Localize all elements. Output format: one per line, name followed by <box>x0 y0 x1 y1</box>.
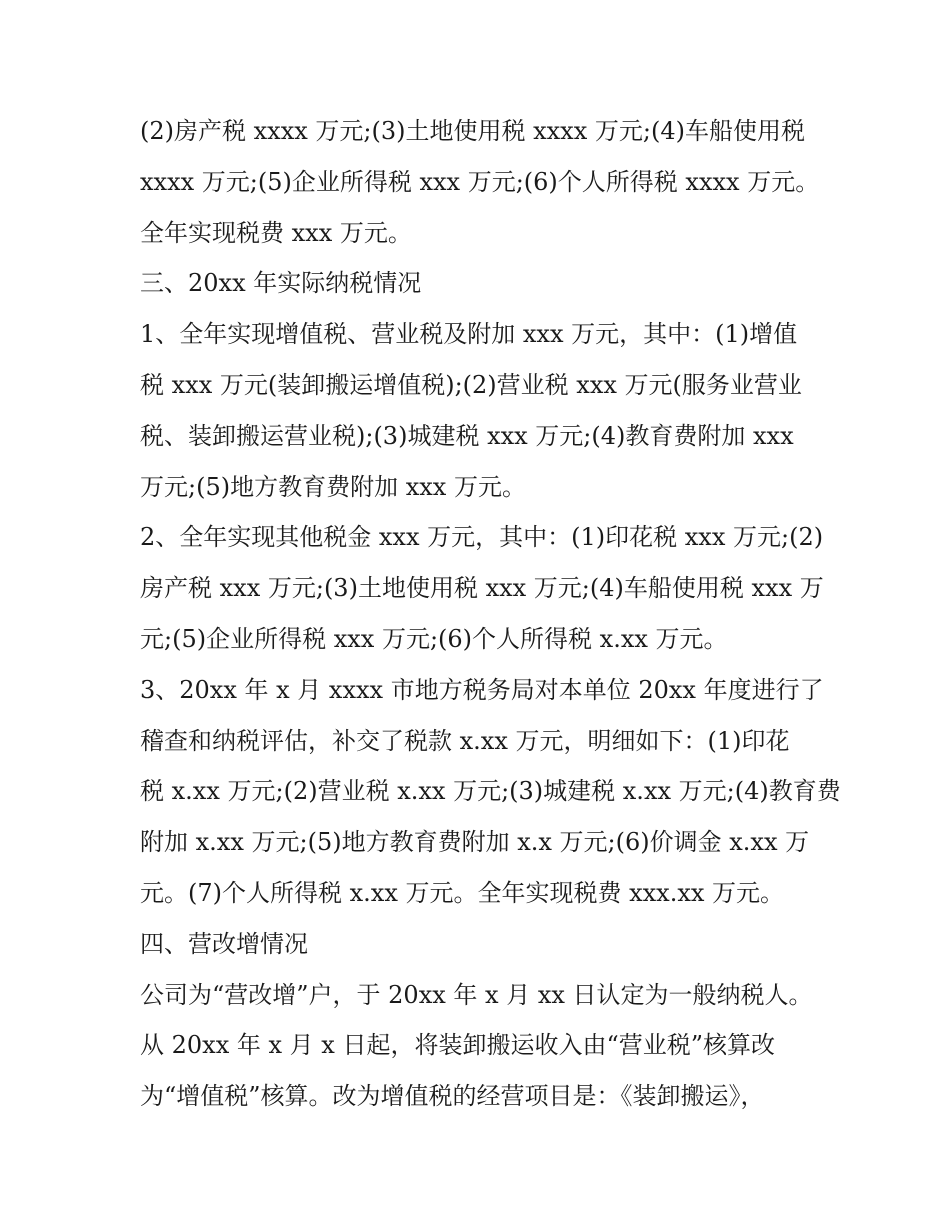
text-line: 元;(5)企业所得税 xxx 万元;(6)个人所得税 x.xx 万元。 <box>140 624 728 653</box>
document-body <box>140 106 841 1122</box>
text-line: xxxx 万元;(5)企业所得税 xxx 万元;(6)个人所得税 xxxx 万元。 <box>140 167 820 196</box>
text-line: 从 20xx 年 x 月 x 日起，将装卸搬运收入由“营业税”核算改 <box>140 1031 775 1060</box>
text-line: 1、全年实现增值税、营业税及附加 xxx 万元，其中：(1)增值 <box>140 320 798 349</box>
text-line: 全年实现税费 xxx 万元。 <box>140 218 412 247</box>
text-line: 税、装卸搬运营业税);(3)城建税 xxx 万元;(4)教育费附加 xxx <box>140 421 794 450</box>
text-line: 税 xxx 万元(装卸搬运增值税);(2)营业税 xxx 万元(服务业营业 <box>140 370 802 399</box>
text-line: 为“增值税”核算。改为增值税的经营项目是：《装卸搬运》， <box>140 1082 765 1111</box>
text-line: 元。(7)个人所得税 x.xx 万元。全年实现税费 xxx.xx 万元。 <box>140 878 785 907</box>
text-line: 稽查和纳税评估，补交了税款 x.xx 万元，明细如下：(1)印花 <box>140 726 790 755</box>
text-line: 3、20xx 年 x 月 xxxx 市地方税务局对本单位 20xx 年度进行了 <box>140 675 824 704</box>
section-heading-4: 四、营改增情况 <box>140 929 308 958</box>
text-line: 公司为“营改增”户，于 20xx 年 x 月 xx 日认定为一般纳税人。 <box>140 980 813 1009</box>
section-heading-3: 三、20xx 年实际纳税情况 <box>140 269 422 298</box>
text-line: (2)房产税 xxxx 万元;(3)土地使用税 xxxx 万元;(4)车船使用税 <box>140 117 805 145</box>
text-line: 2、全年实现其他税金 xxx 万元，其中：(1)印花税 xxx 万元;(2) <box>140 523 824 552</box>
text-line: 税 x.xx 万元;(2)营业税 x.xx 万元;(3)城建税 x.xx 万元;(4)教育费 <box>140 777 841 806</box>
text-line: 万元;(5)地方教育费附加 xxx 万元。 <box>140 472 526 501</box>
text-line: 房产税 xxx 万元;(3)土地使用税 xxx 万元;(4)车船使用税 xxx 万 <box>140 574 824 603</box>
text-line: 附加 x.xx 万元;(5)地方教育费附加 x.x 万元;(6)价调金 x.xx 万 <box>140 828 810 857</box>
